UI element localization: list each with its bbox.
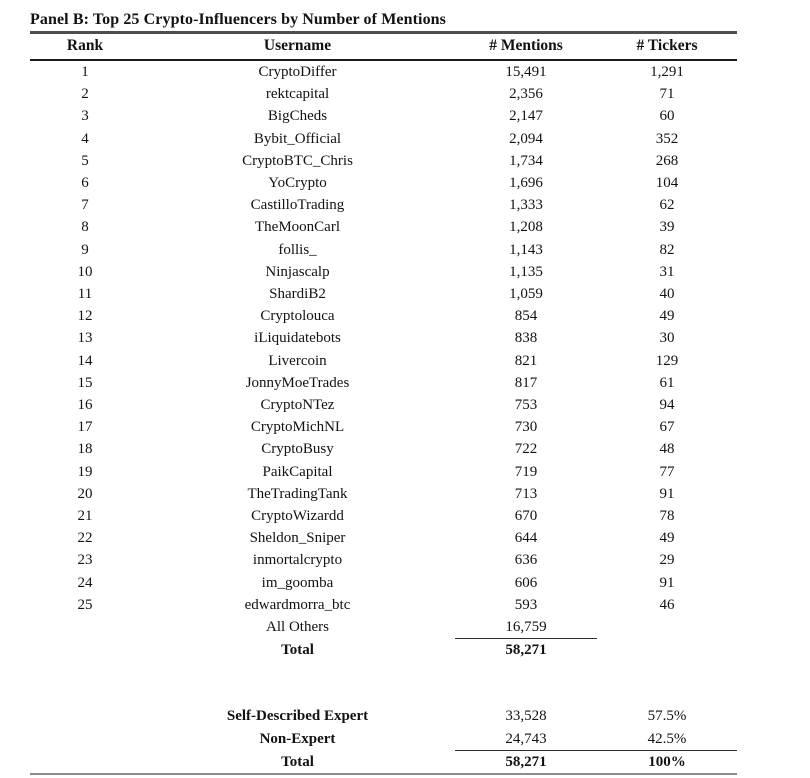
cell-username: Sheldon_Sniper [249,530,346,547]
cell-rank: 21 [77,508,93,525]
cell-rank: 15 [77,374,93,391]
cell-rank: 6 [81,175,89,192]
non-expert-row [30,728,737,751]
cell-rank: 23 [77,552,93,569]
influencer-table [30,34,737,775]
empty-cell [30,705,140,727]
table-row [30,60,737,83]
grand-total-mentions: 58,271 [455,750,597,774]
cell-username: CryptoDiffer [258,64,337,80]
cell-username: rektcapital [265,86,330,103]
grand-total-label: Total [140,750,455,774]
cell-mentions: 1,333 [509,197,543,214]
cell-tickers: 94 [659,397,675,414]
table-row [30,105,737,127]
cell-tickers: 1,291 [650,64,684,80]
table-row [30,194,737,216]
cell-tickers: 60 [659,108,675,125]
table-row [30,283,737,305]
cell-mentions: 753 [514,397,538,414]
header-row [30,34,737,60]
cell-tickers: 352 [655,130,679,147]
cell-username: iLiquidatebots [254,330,341,347]
cell-mentions: 730 [514,419,538,436]
cell-mentions: 838 [514,330,538,347]
cell-tickers: 61 [659,374,675,391]
cell-rank: 9 [81,241,89,258]
cell-tickers: 91 [659,485,675,502]
cell-rank: 16 [77,397,93,414]
empty-cell [30,616,140,639]
table-body [30,60,737,616]
empty-cell [30,750,140,774]
cell-tickers: 129 [655,352,679,369]
cell-username: Bybit_Official [253,130,342,147]
cell-rank: 3 [81,108,89,125]
panel-title: Panel B: Top 25 Crypto-Influencers by Number of Mentions [30,10,737,34]
non-expert-share: 42.5% [597,728,737,751]
table-row [30,505,737,527]
cell-rank: 11 [77,286,93,303]
cell-username: BigCheds [267,108,328,125]
cell-mentions: 1,696 [509,175,543,192]
col-header-tickers: # Tickers [597,34,737,60]
empty-cell [30,639,140,662]
cell-mentions: 670 [514,508,538,525]
table-row [30,394,737,416]
cell-mentions: 1,734 [509,152,543,169]
table-footer [30,616,737,774]
cell-mentions: 722 [514,441,538,458]
grand-total-share: 100% [597,750,737,774]
cell-tickers: 39 [659,219,675,236]
table-row [30,572,737,594]
table-row [30,83,737,105]
cell-tickers: 67 [659,419,675,436]
cell-username: CryptoBusy [261,441,334,458]
table-row [30,350,737,372]
cell-mentions: 2,356 [509,86,543,103]
cell-rank: 8 [81,219,89,236]
cell-mentions: 15,491 [505,64,547,80]
col-header-username: Username [140,34,455,60]
cell-tickers: 77 [659,463,675,480]
cell-tickers: 48 [659,441,675,458]
cell-rank: 1 [81,64,89,80]
table-row [30,261,737,283]
cell-rank: 4 [81,130,89,147]
empty-cell [30,661,737,705]
empty-cell [597,639,737,662]
cell-tickers: 31 [659,263,675,280]
cell-tickers: 71 [659,86,675,103]
cell-mentions: 713 [514,485,538,502]
cell-mentions: 593 [514,596,538,613]
empty-cell [30,728,140,751]
cell-mentions: 854 [514,308,538,325]
cell-username: TheMoonCarl [255,219,340,236]
cell-username: TheTradingTank [247,485,348,502]
cell-tickers: 46 [659,596,675,613]
cell-rank: 20 [77,485,93,502]
all-others-label: All Others [266,619,329,636]
cell-rank: 14 [77,352,93,369]
cell-rank: 17 [77,419,93,436]
table-row [30,128,737,150]
expert-row [30,705,737,727]
cell-username: follis_ [278,241,317,258]
cell-username: CryptoMichNL [250,419,345,436]
cell-tickers: 29 [659,552,675,569]
total-label: Total [281,642,314,659]
table-row [30,216,737,238]
cell-username: edwardmorra_btc [244,596,351,613]
total-mentions-row [30,639,737,662]
cell-mentions: 636 [514,552,538,569]
cell-rank: 22 [77,530,93,547]
empty-cell [597,616,737,639]
cell-rank: 12 [77,308,93,325]
cell-rank: 5 [81,152,89,169]
cell-tickers: 49 [659,530,675,547]
grand-total-row [30,750,737,774]
table-row [30,483,737,505]
all-others-mentions: 16,759 [455,616,597,639]
cell-username: CryptoWizardd [251,508,344,525]
cell-tickers: 78 [659,508,675,525]
cell-username: CastilloTrading [250,197,345,214]
cell-mentions: 1,143 [509,241,543,258]
col-header-rank: Rank [30,34,140,60]
cell-rank: 24 [77,574,93,591]
cell-username: Cryptolouca [260,308,335,325]
cell-username: im_goomba [261,574,334,591]
table-row [30,372,737,394]
paper-page [0,10,810,778]
table-row [30,239,737,261]
total-mentions: 58,271 [505,642,547,659]
non-expert-label: Non-Expert [259,730,336,747]
cell-rank: 25 [77,596,93,613]
cell-rank: 13 [77,330,93,347]
cell-tickers: 104 [655,175,679,192]
table-row [30,549,737,571]
cell-username: ShardiB2 [269,286,326,303]
cell-username: Ninjascalp [265,263,330,280]
cell-mentions: 606 [514,574,538,591]
cell-username: inmortalcrypto [252,552,343,569]
expert-mentions: 33,528 [505,708,547,725]
cell-tickers: 30 [659,330,675,347]
cell-username: YoCrypto [268,175,327,192]
table-row [30,327,737,349]
table-row [30,438,737,460]
cell-mentions: 2,147 [509,108,543,125]
cell-rank: 10 [77,263,93,280]
col-header-mentions: # Mentions [455,34,597,60]
cell-mentions: 1,135 [509,263,543,280]
cell-tickers: 268 [655,152,679,169]
non-expert-mentions: 24,743 [455,728,597,751]
cell-mentions: 817 [514,374,538,391]
cell-mentions: 2,094 [509,130,543,147]
cell-tickers: 62 [659,197,675,214]
cell-username: PaikCapital [262,463,333,480]
cell-username: CryptoNTez [260,397,335,414]
cell-username: CryptoBTC_Chris [242,152,353,169]
table-row [30,305,737,327]
cell-mentions: 1,059 [509,286,543,303]
cell-rank: 7 [81,197,89,214]
expert-share: 57.5% [647,708,687,725]
cell-rank: 2 [81,86,89,103]
table-row [30,172,737,194]
cell-username: Livercoin [268,352,327,369]
table-row [30,527,737,549]
cell-tickers: 82 [659,241,675,258]
expert-label: Self-Described Expert [226,708,369,725]
cell-rank: 19 [77,463,93,480]
table-row [30,150,737,172]
cell-username: JonnyMoeTrades [245,374,350,391]
cell-mentions: 1,208 [509,219,543,236]
cell-mentions: 644 [514,530,538,547]
cell-tickers: 40 [659,286,675,303]
table-row [30,461,737,483]
spacer-row [30,661,737,705]
cell-tickers: 91 [659,574,675,591]
cell-mentions: 821 [514,352,538,369]
table-header [30,34,737,60]
cell-tickers: 49 [659,308,675,325]
table-row [30,594,737,616]
cell-rank: 18 [77,441,93,458]
table-row [30,416,737,438]
cell-mentions: 719 [514,463,538,480]
all-others-row [30,616,737,639]
